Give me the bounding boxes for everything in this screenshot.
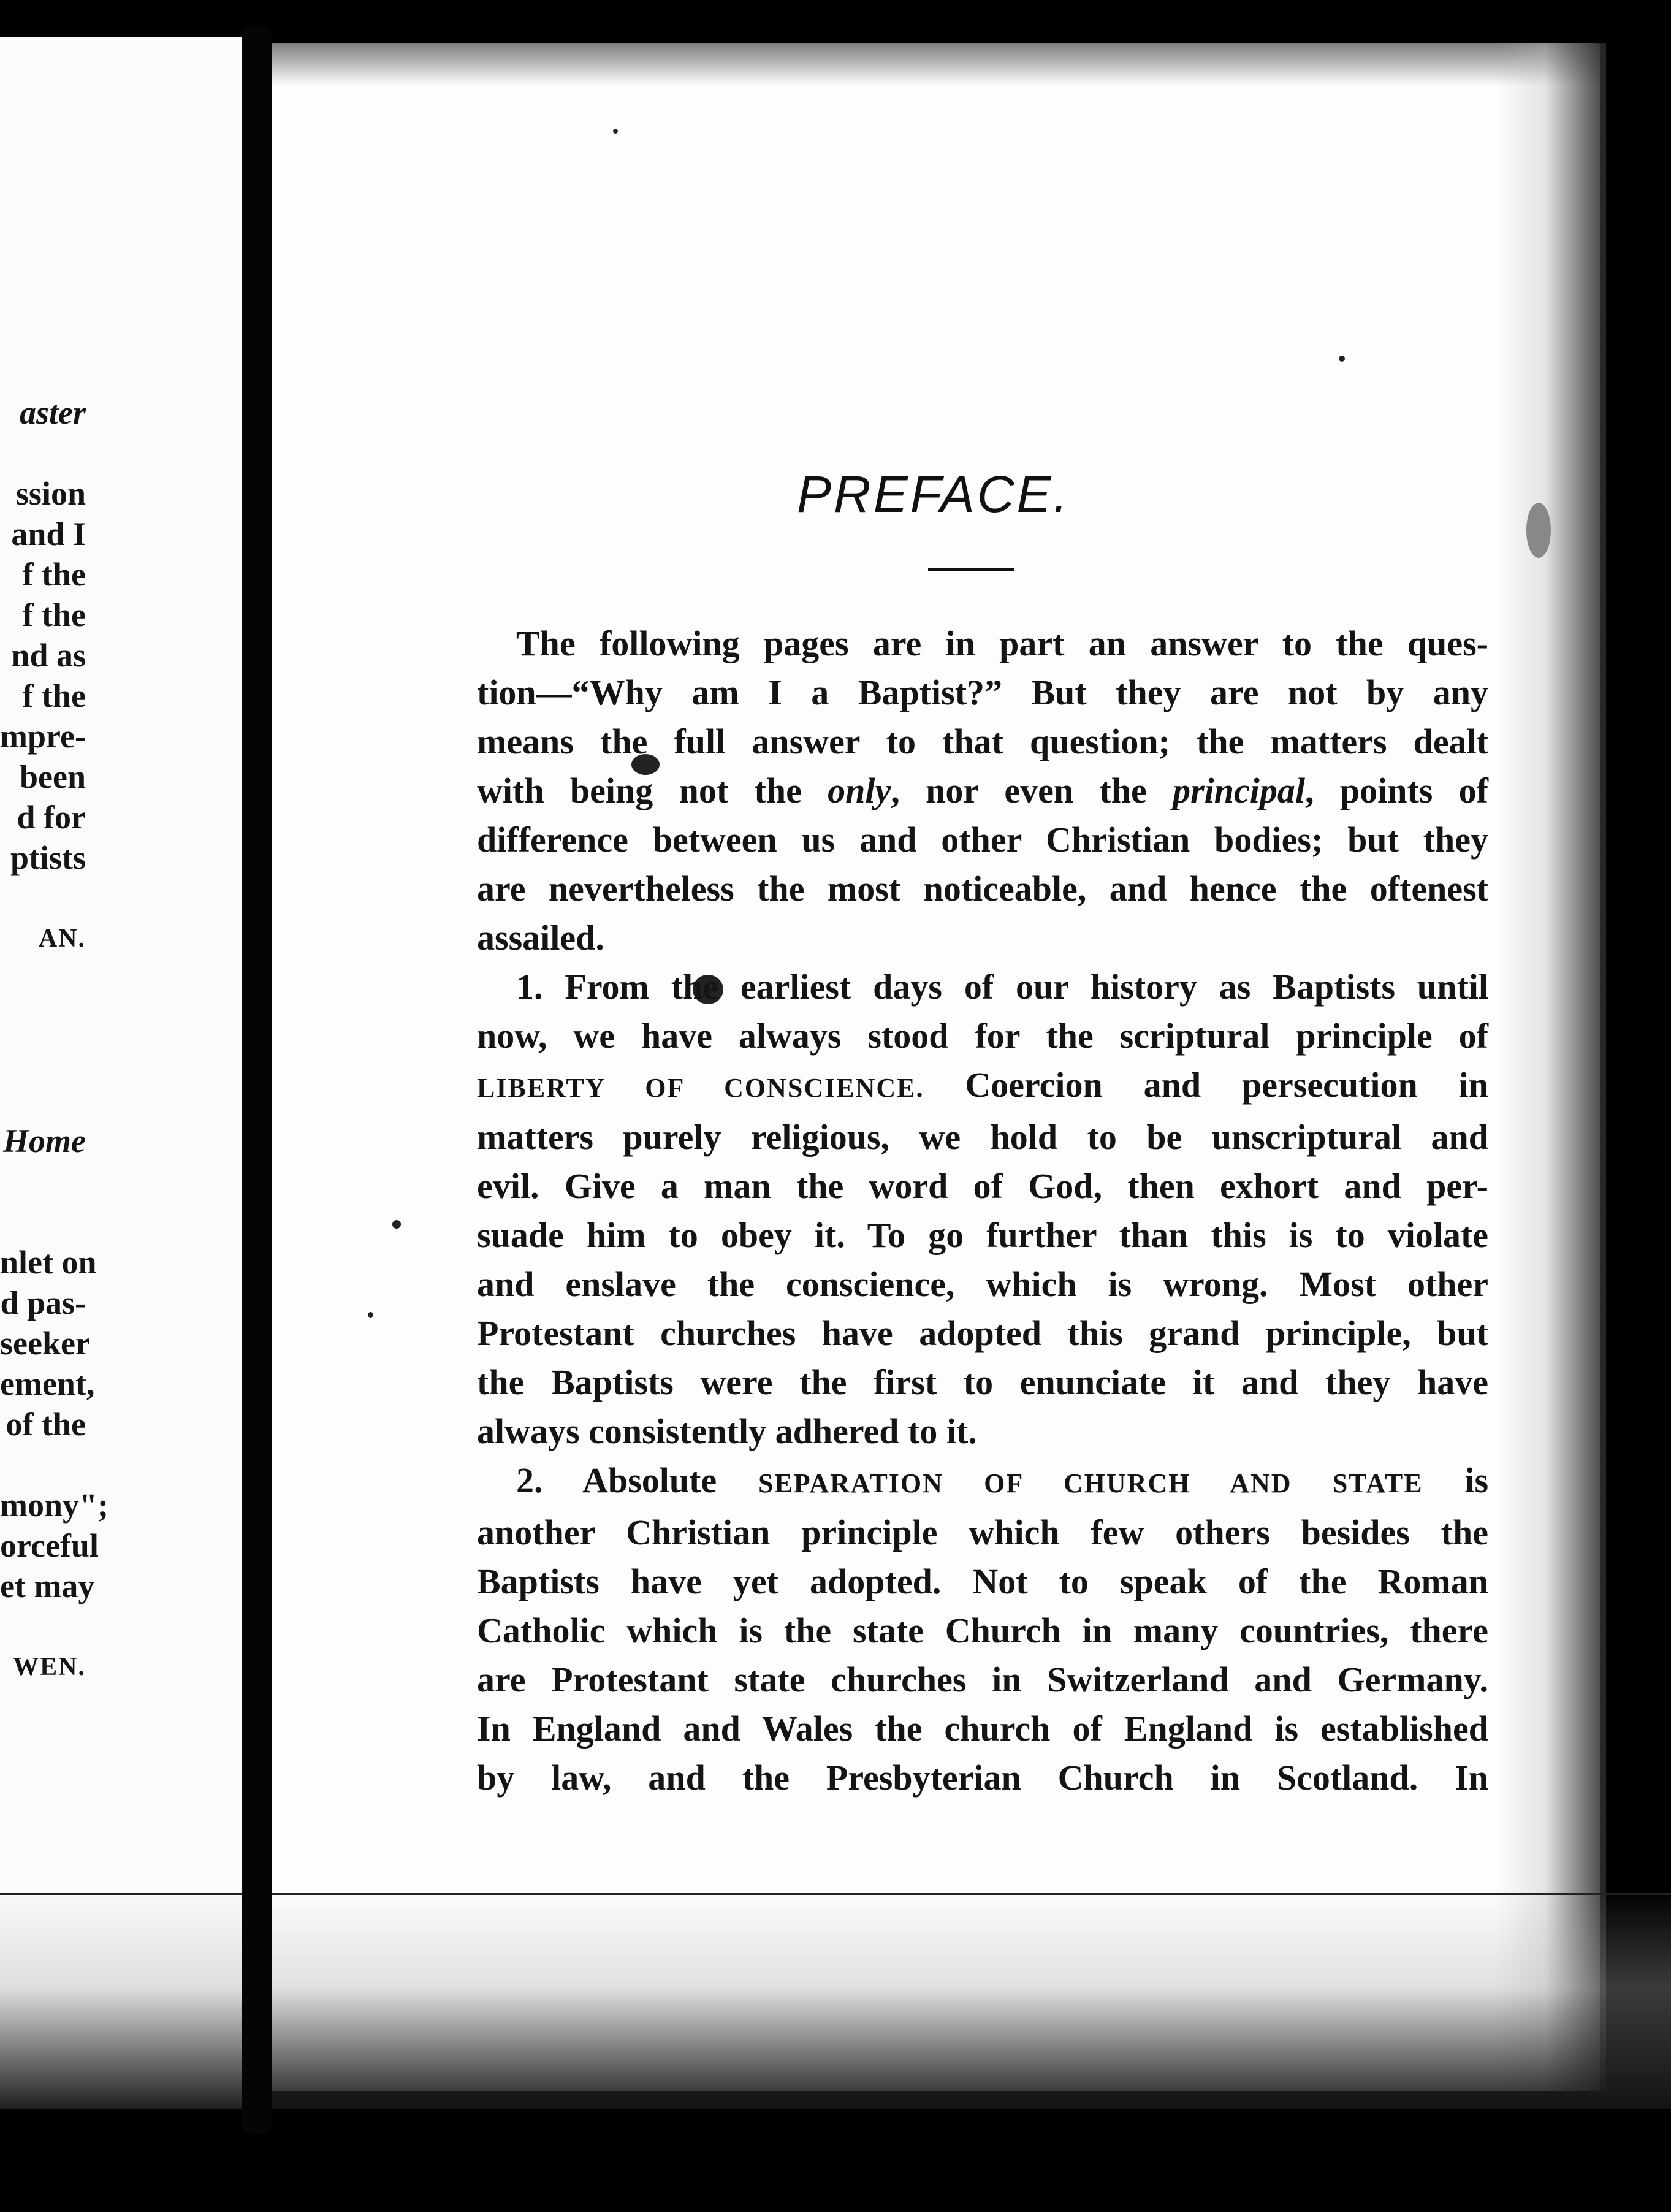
text-line: by law, and the Presbyterian Church in Scotland. In (477, 1758, 1488, 1798)
left-line: Home (3, 1123, 86, 1159)
left-line: of the (6, 1406, 86, 1443)
left-line: nlet on (0, 1244, 97, 1281)
text-line: Protestant churches have adopted this grand principle, but (477, 1313, 1488, 1353)
left-line: and I (11, 516, 86, 552)
text-line (477, 766, 1488, 815)
preface-body (477, 619, 1488, 1802)
left-line: ssion (15, 475, 86, 512)
text-line: Baptists have yet adopted. Not to speak of the Roman (477, 1562, 1488, 1601)
left-line (0, 999, 86, 1040)
left-line (0, 1606, 86, 1647)
text-line: now, we have always stood for the scriptural principle of (477, 1016, 1488, 1056)
text-line: 1. From the earliest days of our history as Baptists until (516, 967, 1488, 1007)
text-line: assailed. (477, 918, 604, 958)
text-run: , points of (1305, 771, 1488, 810)
left-line: mpre- (0, 718, 86, 755)
left-line: orceful (0, 1527, 99, 1564)
text-line (477, 1061, 1488, 1113)
text-line (477, 1456, 1488, 1508)
text-line: matters purely religious, we hold to be unscriptural and (477, 1117, 1488, 1157)
text-line: another Christian principle which few others besides the (477, 1512, 1488, 1552)
left-line: ptists (10, 839, 86, 876)
scan-right-edge (1496, 43, 1606, 2091)
left-line (0, 1080, 86, 1121)
text-line: and enslave the conscience, which is wrong. Most other (477, 1264, 1488, 1304)
text-line: are Protestant state churches in Switzerland and Germany. (477, 1660, 1488, 1699)
scan-top-edge (270, 43, 1600, 86)
small-caps-separation: SEPARATION OF CHURCH AND STATE (758, 1468, 1423, 1498)
left-line: f the (22, 677, 86, 714)
left-line: WEN. (13, 1653, 86, 1681)
text-line: the Baptists were the first to enunciate it and they have (477, 1362, 1488, 1402)
left-line: mony"; (0, 1487, 108, 1524)
text-line: are nevertheless the most noticeable, and hence the oftenest (477, 869, 1488, 909)
left-line: been (20, 758, 86, 795)
left-line: ement, (0, 1365, 95, 1402)
text-run: is (1464, 1460, 1489, 1500)
ink-speck (1526, 503, 1551, 558)
ink-speck (368, 1312, 373, 1318)
left-line (0, 878, 86, 918)
left-line: f the (22, 556, 86, 593)
text-run: with being not the (477, 771, 802, 810)
left-line: et may (0, 1568, 95, 1604)
ink-speck (613, 129, 618, 134)
left-line: f the (22, 597, 86, 633)
left-line (0, 433, 86, 473)
left-line: AN. (38, 925, 86, 953)
text-run: Coercion and persecution in (965, 1065, 1488, 1105)
left-line (0, 959, 86, 999)
left-line: d pas- (0, 1284, 86, 1321)
text-line: The following pages are in part an answer to the ques- (516, 624, 1488, 663)
text-line: Catholic which is the state Church in many countries, there (477, 1611, 1488, 1650)
emphasis-only: only (828, 771, 891, 810)
left-line (0, 1040, 86, 1080)
book-gutter (242, 25, 272, 2134)
emphasis-principal: principal (1173, 771, 1306, 810)
text-line: means the full answer to that question; the matters dealt (477, 722, 1488, 761)
small-caps-liberty: LIBERTY OF CONSCIENCE. (477, 1073, 924, 1103)
text-line: difference between us and other Christian bodies; but they (477, 820, 1488, 860)
left-line: nd as (11, 637, 86, 674)
left-line (0, 1161, 86, 1202)
left-line: d for (17, 799, 86, 836)
text-line: tion—“Why am I a Baptist?” But they are not by any (477, 673, 1488, 712)
title-rule (928, 568, 1014, 571)
text-line: evil. Give a man the word of God, then exhort and per- (477, 1166, 1488, 1206)
text-line: always consistently adhered to it. (477, 1411, 977, 1451)
left-line (0, 1202, 86, 1242)
text-run: 2. Absolute (516, 1460, 717, 1500)
ink-speck (392, 1220, 401, 1229)
left-line (0, 1444, 86, 1485)
left-line: seeker (0, 1325, 90, 1362)
text-line: suade him to obey it. To go further than this is to violate (477, 1215, 1488, 1255)
left-line: aster (20, 394, 86, 431)
text-line: In England and Wales the church of England is established (477, 1709, 1488, 1749)
text-run: , nor even the (891, 771, 1147, 810)
left-page-text (0, 392, 108, 1687)
page-title: PREFACE. (797, 465, 1070, 523)
ink-speck (1339, 356, 1345, 362)
